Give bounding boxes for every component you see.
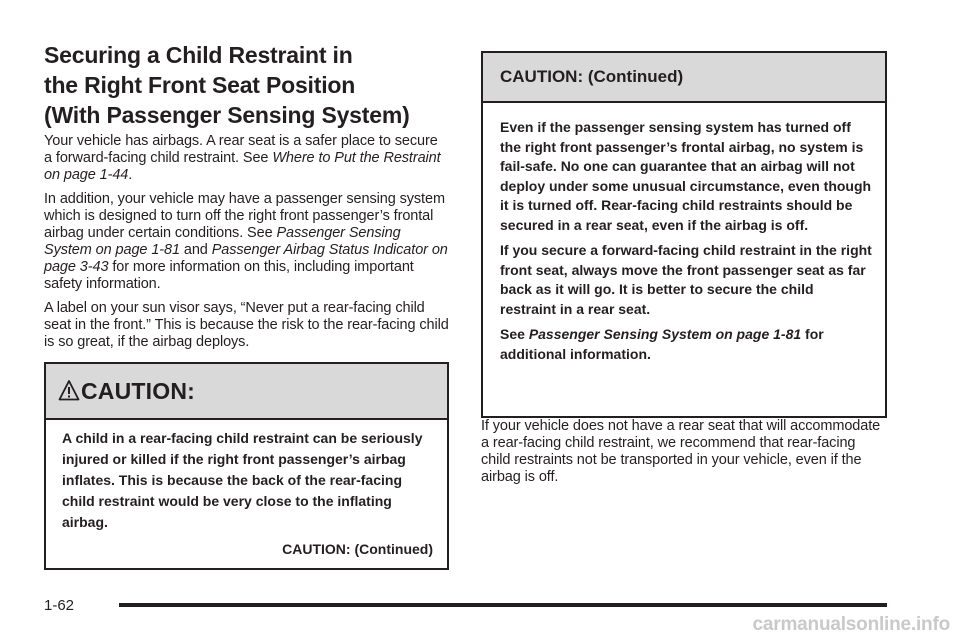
intro-paragraph: Your vehicle has airbags. A rear seat is a safer place to secure a forward-facing child restraint. See Where to Put the Restraint on page 1-44. [44, 133, 441, 183]
caution-text: A child in a rear-facing child restraint can be seriously injured or killed if the right front passenger’s airbag inflates. This is because the back of the rear-facing child restraint would be very close to the inflating airbag. [62, 430, 423, 530]
caution-forward-facing-text: If you secure a forward-facing child restraint in the right front seat, always move the front passenger seat as far back as it will go. It is better to secure the child restraint in a rear seat. [500, 242, 872, 317]
caution-continued-box [481, 51, 887, 418]
caution-header [46, 364, 447, 420]
footer-rule [119, 603, 887, 607]
warning-triangle-icon [58, 379, 80, 403]
page-number: 1-62 [44, 597, 75, 614]
caution-see-reference: See Passenger Sensing System on page 1-81 for additional information. [500, 326, 824, 362]
caution-continued-body [483, 103, 885, 364]
caution-fail-safe-text: Even if the passenger sensing system has turned off the right front passenger’s frontal airbag, no system is fail-safe. No one can guarantee that an airbag will not deploy under some unusual circumstance, even though it is turned off. Rear-facing child restraints should be secured in a rear seat, even if the airbag is off. [500, 119, 872, 233]
caution-continued-label: CAUTION: (Continued) [282, 541, 433, 557]
caution-box [44, 362, 449, 570]
section-title: Securing a Child Restraint in the Right Front Seat Position (With Passenger Sensing System) [44, 42, 410, 128]
caution-body [46, 420, 447, 557]
no-rear-seat-paragraph: If your vehicle does not have a rear seat that will accommodate a rear-facing child restraint, we recommend that rear-facing child restraints not be transported in your vehicle, even if the airbag is off. [481, 418, 881, 485]
caution-continued-header [483, 53, 885, 103]
link-where-to-put-restraint[interactable]: Where to Put the Restraint on page 1-44 [44, 150, 441, 183]
caution-title: CAUTION: [81, 377, 196, 404]
sensing-paragraph: In addition, your vehicle may have a passenger sensing system which is designed to turn off the right front passenger’s frontal airbag under certain conditions. See Passenger Sensing System on page 1-81 and Passenger Airbag Status Indicator on page 3-43 for more information on this, including important safety information. [44, 191, 448, 292]
link-passenger-sensing-system-2[interactable]: Passenger Sensing System on page 1-81 [528, 326, 802, 342]
link-airbag-status-indicator[interactable]: Passenger Airbag Status Indicator on page 3-43 [44, 242, 448, 275]
right-column [481, 51, 887, 493]
caution-continued-title: CAUTION: (Continued) [500, 67, 684, 86]
left-column [44, 40, 449, 570]
watermark: carmanualsonline.info [752, 614, 950, 635]
link-passenger-sensing-system[interactable]: Passenger Sensing System on page 1-81 [44, 225, 401, 258]
sun-visor-paragraph: A label on your sun visor says, “Never put a rear-facing child seat in the front.” This is because the risk to the rear-facing child is so great, if the airbag deploys. [44, 300, 449, 350]
